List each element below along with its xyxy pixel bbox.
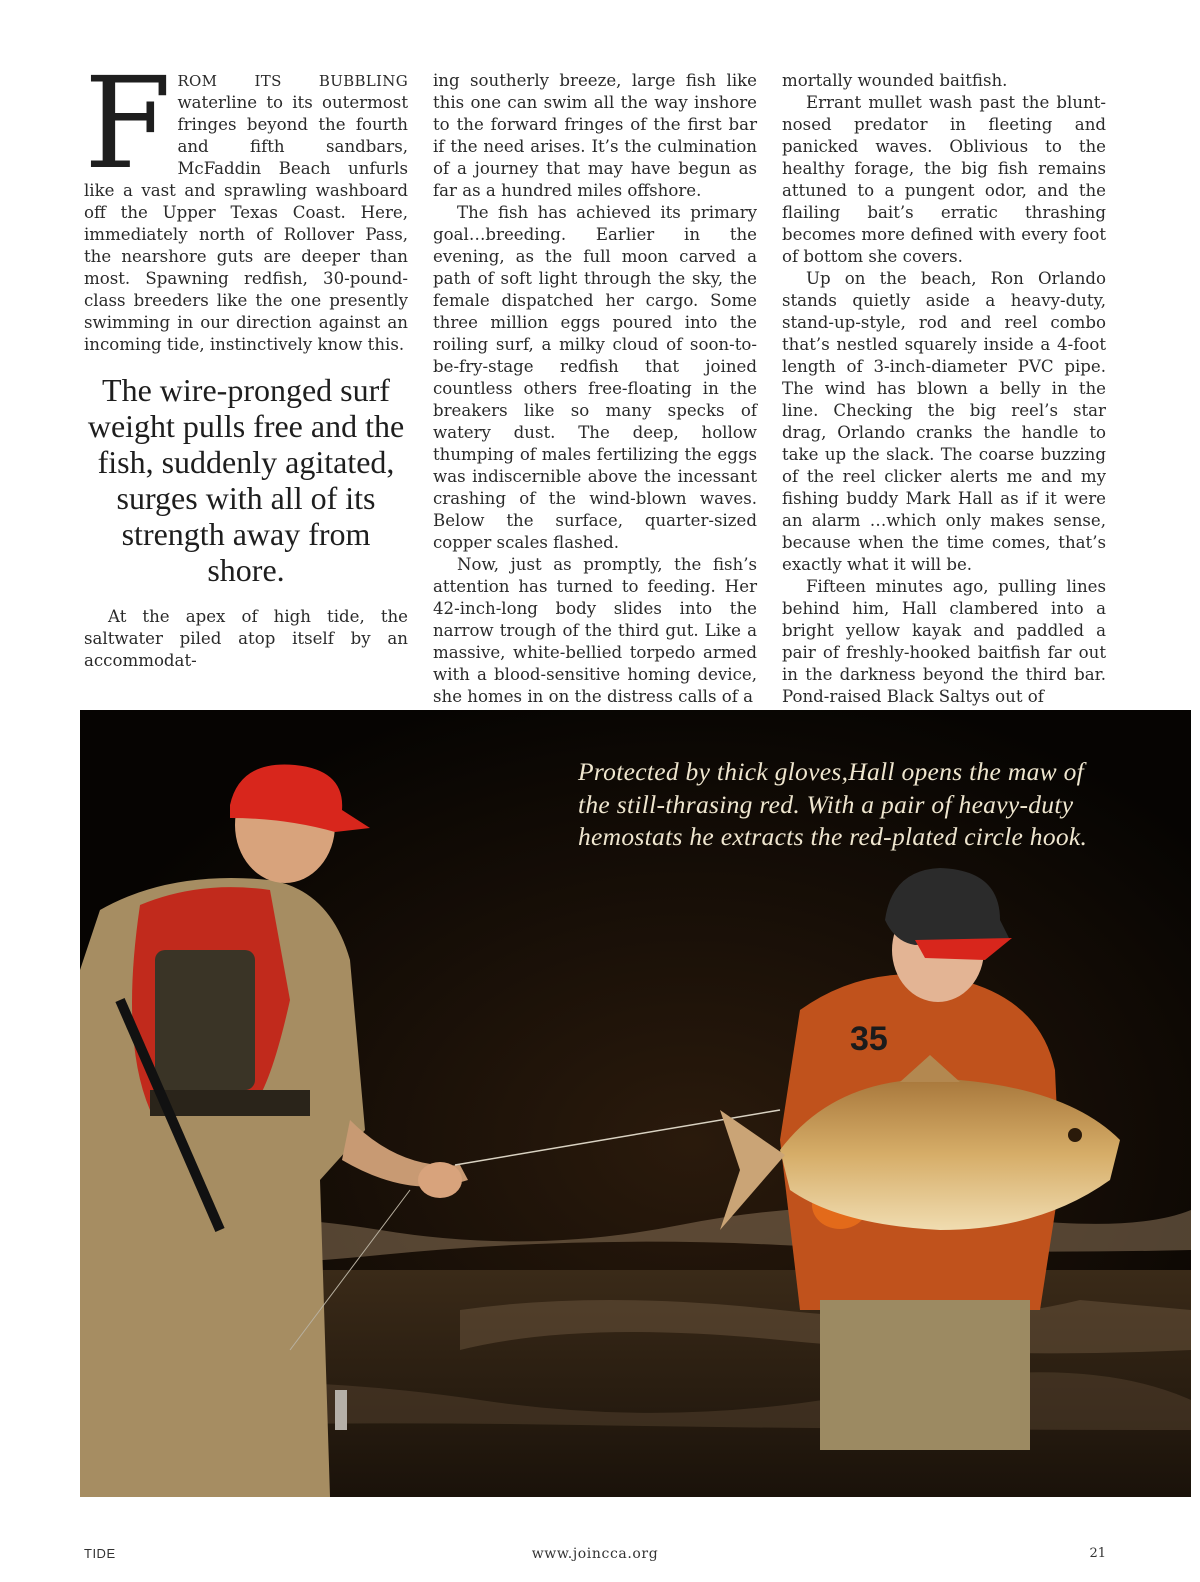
body-paragraph: Fifteen minutes ago, pulling lines behind him, Hall clambered into a bright yellow kayak and paddled a pair of freshly-hooked baitfish far out in the darkness beyond the third bar. Pond-raised Black Saltys out of	[782, 577, 1106, 706]
drop-cap: F	[84, 50, 172, 197]
surf-weight	[335, 1390, 347, 1430]
footer-publication: TIDE	[84, 1546, 116, 1561]
lead-paragraph-text: waterline to its outermost fringes beyond the fourth and fifth sandbars, McFaddin Beach unfurls like a vast and sprawling washboard off the Upper Texas Coast. Here, immediately north of Rollover Pass, the nearshore guts are deeper than most. Spawning redfish, 30-pound-class breeders like the one presently swimming in our direction against an incoming tide, instinctively know this.	[84, 93, 408, 354]
fish-eye	[1068, 1128, 1082, 1142]
body-paragraph: mortally wounded baitfish.	[782, 71, 1008, 90]
page-number: 21	[1089, 1546, 1106, 1561]
body-paragraph: Up on the beach, Ron Orlando stands quietly aside a heavy-duty, stand-up-style, rod and reel combo that’s nestled squarely inside a 4-foot length of 3-inch-diameter PVC pipe. The wind has blown a belly in the line. Checking the big reel’s star drag, Orlando cranks the handle to take up the slack. The coarse buzzing of the reel clicker alerts me and my fishing buddy Mark Hall as if it were an alarm …which only makes sense, because when the time comes, that’s exactly what it will be.	[782, 269, 1106, 574]
photo-caption: Protected by thick gloves,Hall opens the maw of the still-thrasing red. With a pair of heavy-duty hemostats he extracts the red-plated circle hook.	[578, 757, 1088, 851]
lead-smallcaps: ROM ITS BUBBLING	[177, 72, 408, 90]
body-paragraph: Now, just as promptly, the fish’s attention has turned to feeding. Her 42-inch-long body slides into the narrow trough of the third gut. Like a massive, white-bellied torpedo armed with a blood-sensitive homing device, she homes in on the distress calls of a	[433, 555, 757, 706]
lead-paragraph	[84, 50, 408, 356]
article-column-1	[84, 50, 408, 672]
body-paragraph: The fish has achieved its primary goal…breeding. Earlier in the evening, as the full moon carved a path of soft light through the sky, the female dispatched her cargo. Some three million eggs poured into the roiling surf, a milky cloud of soon-to-be-fry-stage redfish that joined countless others free-floating in the breakers like so many specks of watery dust. The deep, hollow thumping of males fertilizing the eggs was indiscernible above the incessant crashing of the wind-blown waves. Below the surface, quarter-sized copper scales flashed.	[433, 203, 757, 552]
jersey-number: 35	[850, 1020, 888, 1058]
pull-quote: The wire-pronged surf weight pulls free and the fish, suddenly agitated, surges with all of its strength away from shore.	[87, 372, 405, 588]
body-paragraph: At the apex of high tide, the saltwater piled atop itself by an accommodat-	[84, 607, 408, 670]
article-column-2	[433, 70, 757, 708]
article-column-3	[782, 70, 1106, 708]
body-paragraph: Errant mullet wash past the blunt-nosed predator in fleeting and panicked waves. Oblivious to the healthy forage, the big fish remains attuned to a pungent odor, and the flailing bait’s erratic thrashing becomes more defined with every foot of bottom she covers.	[782, 93, 1106, 266]
body-paragraph: ing southerly breeze, large fish like this one can swim all the way inshore to the forward fringes of the first bar if the need arises. It’s the culmination of a journey that may have begun as far as a hundred miles offshore.	[433, 71, 757, 200]
footer-url[interactable]: www.joincca.org	[531, 1546, 659, 1562]
feature-photo	[80, 710, 1191, 1497]
